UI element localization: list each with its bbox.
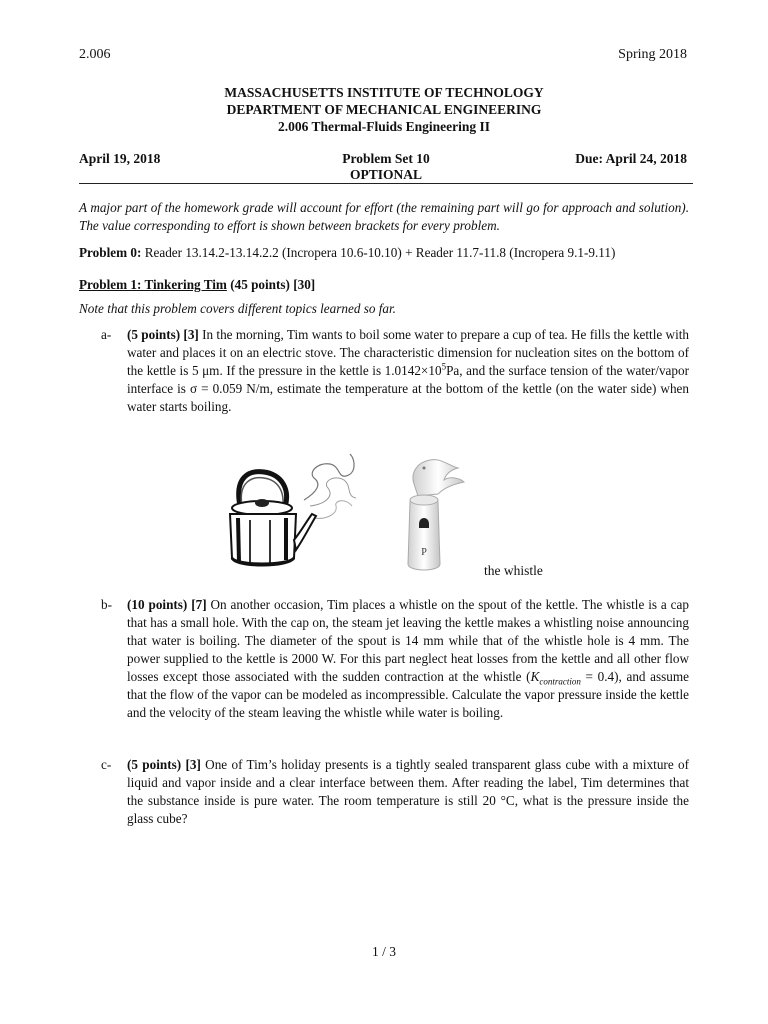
part-b-body [127,596,689,722]
part-a-exponent: 5 [441,361,447,372]
page-number: 1 / 3 [371,944,396,959]
part-a-text-2: Pa, and the surface tension of the water/vapor interface is σ = 0.059 N/m, estimate the temperature at the bottom of the kettle (on the water side) when water starts boiling. [127,363,689,414]
problem-1-note: Note that this problem covers different topics learned so far. [79,301,396,316]
part-b-letter: b- [101,597,112,612]
part-a-body [127,326,689,416]
part-b-points: (10 points) [7] [127,597,207,612]
part-c-letter: c- [101,757,112,772]
part-b-text-2: = 0.4), and assume that the flow of the vapor can be modeled as incompressible. Calculate the vapor pressure inside the kettle and the velocity of the steam leaving the whistle while water is boiling. [127,669,689,720]
figure-caption: the whistle [484,563,543,578]
part-c-body [127,756,689,828]
problem-set-title: Problem Set 10 [342,151,430,166]
department-name: DEPARTMENT OF MECHANICAL ENGINEERING [226,102,542,117]
institute-name: MASSACHUSETTS INSTITUTE OF TECHNOLOGY [224,85,544,100]
part-c-points: (5 points) [3] [127,757,201,772]
part-b-k-subscript: contraction [539,676,581,687]
part-b-text-1: On another occasion, Tim places a whistle on the spout of the kettle. The whistle is a cap that has a small hole. With the cap on, the steam jet leaving the kettle makes a whistling noise announcing that water is boiling. The diameter of the spout is 14 mm while that of the whistle hole is 4 mm. The power supplied to the kettle is 2000 W. For this part neglect heat losses from the kettle and all other flow losses except those associated with the sudden contraction at the whistle ( [127,597,689,684]
part-a-points: (5 points) [3] [127,327,199,342]
effort-note: A major part of the homework grade will account for effort (the remaining part will go for approach and solution). The value corresponding to effort is shown between brackets for every problem. [79,200,689,233]
part-b-k-symbol: K [530,669,540,684]
header-rule [79,183,693,184]
whistle-photo [388,454,468,578]
course-title: 2.006 Thermal-Fluids Engineering II [277,119,491,134]
kettle-icon [222,448,372,576]
problem-0-label: Problem 0: [79,245,142,260]
course-number: 2.006 [79,47,111,62]
bird-whistle-icon [388,454,468,578]
term: Spring 2018 [618,47,687,62]
part-c-text: One of Tim’s holiday presents is a tightly sealed transparent glass cube with a mixture of liquid and vapor inside and a clear interface between them. After reading the label, Tim determines that the substance inside is pure water. The room temperature is still 20 °C, what is the pressure inside the glass cube? [127,757,689,826]
whistle-letter: P [421,547,427,558]
problem-1-title: Problem 1: Tinkering Tim [79,277,227,292]
issue-date: April 19, 2018 [79,151,161,166]
problem-set-status: OPTIONAL [349,167,422,182]
problem-1-points: (45 points) [30] [226,277,316,292]
problem-0 [79,244,689,262]
part-a-text-1: In the morning, Tim wants to boil some water to prepare a cup of tea. He fills the kettle with water and places it on an electric stove. The characteristic dimension for nucleation sites on the bottom of the kettle is 5 μm. If the pressure in the kettle is 1.0142×10 [127,327,689,378]
due-date: Due: April 24, 2018 [575,151,687,166]
kettle-illustration [222,448,372,576]
problem-0-text: Reader 13.14.2-13.14.2.2 (Incropera 10.6-10.10) + Reader 11.7-11.8 (Incropera 9.1-9.11) [141,245,616,260]
problem-1-heading [79,276,689,294]
part-a-letter: a- [101,327,112,342]
